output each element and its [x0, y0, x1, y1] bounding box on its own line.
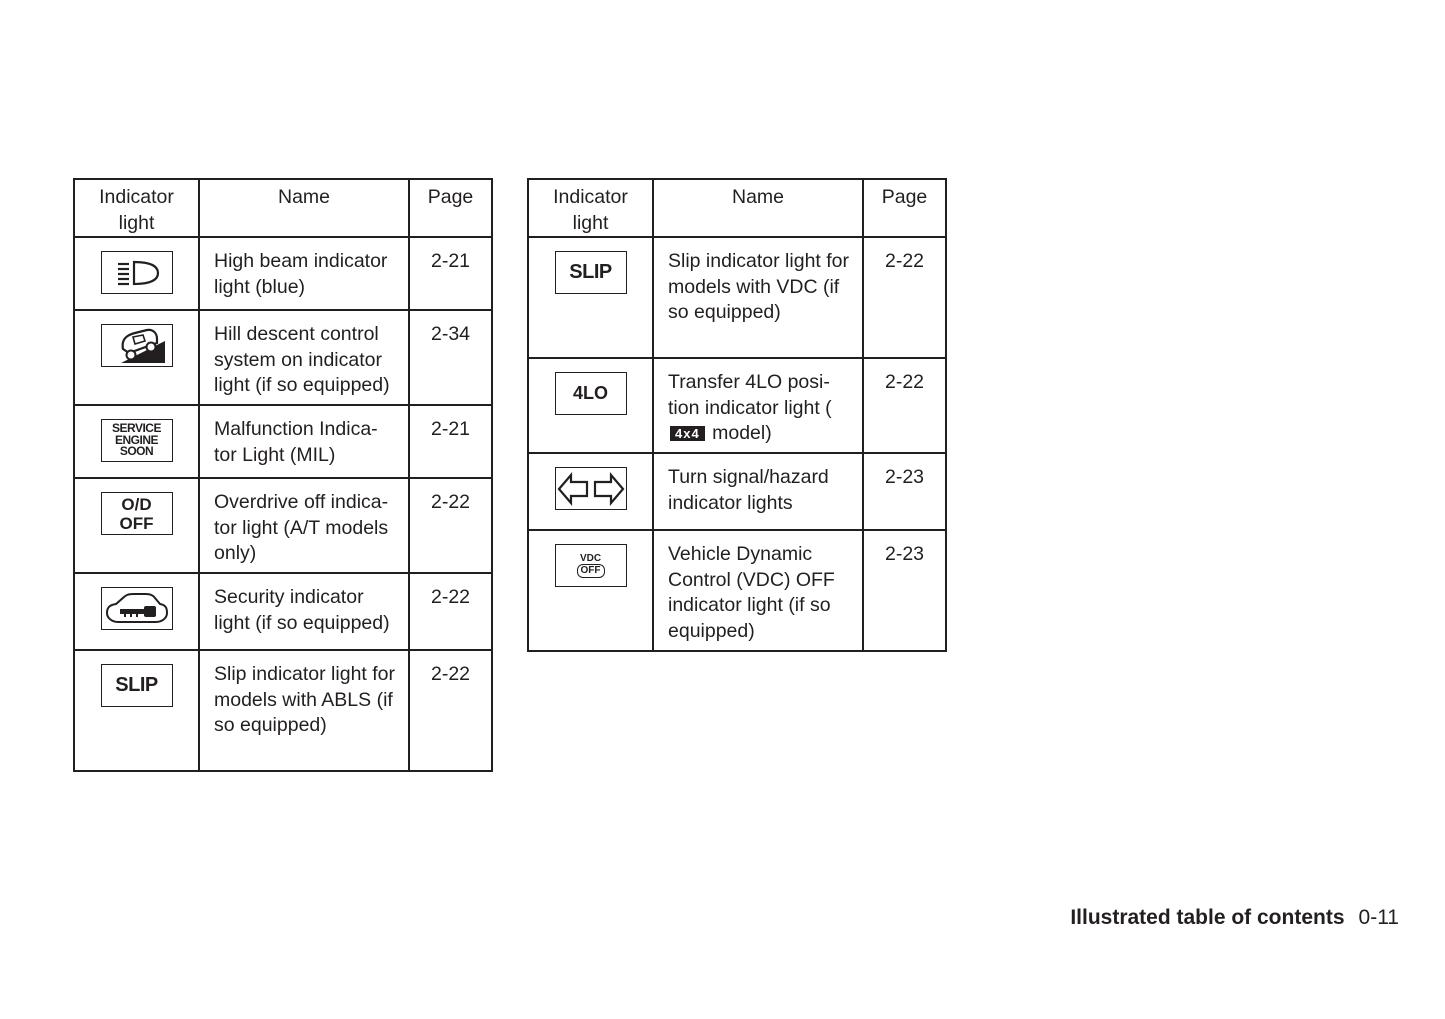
table-row: [528, 453, 946, 530]
section-title: Illustrated table of contents: [1070, 906, 1345, 929]
header-page: Page: [863, 179, 946, 237]
indicator-name: High beam indicator light (blue): [199, 237, 409, 310]
service-engine-soon-icon: SERVICE ENGINE SOON: [101, 419, 173, 462]
table-row: [74, 237, 492, 310]
high-beam-icon: [101, 251, 173, 294]
indicator-name: Security indicator light (if so equipped): [199, 573, 409, 650]
page-ref: 2-22: [863, 237, 946, 358]
turn-signal-arrows-icon: [555, 467, 627, 510]
indicator-table-right: [527, 178, 947, 652]
indicator-name: Hill descent control system on indicator light (if so equipped): [199, 310, 409, 405]
indicator-name: Malfunction Indica-tor Light (MIL): [199, 405, 409, 478]
page-ref: 2-22: [409, 478, 492, 573]
vdc-off-icon: VDC OFF: [555, 544, 627, 587]
slip-icon: SLIP: [101, 664, 173, 707]
indicator-name: Overdrive off indica-tor light (A/T models only): [199, 478, 409, 573]
page-number: 0-11: [1358, 906, 1399, 929]
indicator-name: Transfer 4LO posi-tion indicator light (4x4 model): [653, 358, 863, 453]
header-name: Name: [653, 179, 863, 237]
table-row: [74, 310, 492, 405]
page-ref: 2-22: [409, 650, 492, 771]
indicator-name: Turn signal/hazard indicator lights: [653, 453, 863, 530]
header-name: Name: [199, 179, 409, 237]
page-ref: 2-22: [863, 358, 946, 453]
4lo-icon: 4LO: [555, 372, 627, 415]
table-row: [528, 358, 946, 453]
page-ref: 2-23: [863, 530, 946, 651]
slip-icon: SLIP: [555, 251, 627, 294]
page-ref: 2-21: [409, 237, 492, 310]
table-row: [528, 237, 946, 358]
header-page: Page: [409, 179, 492, 237]
indicator-name: Slip indicator light for models with ABLS (if so equipped): [199, 650, 409, 771]
indicator-name: Slip indicator light for models with VDC (if so equipped): [653, 237, 863, 358]
4x4-badge-icon: 4x4: [670, 426, 705, 441]
table-row: [74, 650, 492, 771]
table-row: [528, 530, 946, 651]
page-ref: 2-23: [863, 453, 946, 530]
indicator-name: Vehicle Dynamic Control (VDC) OFF indicator light (if so equipped): [653, 530, 863, 651]
table-row: [74, 405, 492, 478]
page-ref: 2-22: [409, 573, 492, 650]
table-header-row: [528, 179, 946, 237]
overdrive-off-icon: O/D OFF: [101, 492, 173, 535]
indicator-table-left: [73, 178, 493, 772]
page-footer: [1070, 906, 1399, 930]
table-row: [74, 478, 492, 573]
hill-descent-icon: [101, 324, 173, 367]
security-car-key-icon: [101, 587, 173, 630]
page-ref: 2-21: [409, 405, 492, 478]
table-row: [74, 573, 492, 650]
header-indicator-light: Indicator light: [74, 179, 199, 237]
table-header-row: [74, 179, 492, 237]
page-ref: 2-34: [409, 310, 492, 405]
header-indicator-light: Indicator light: [528, 179, 653, 237]
